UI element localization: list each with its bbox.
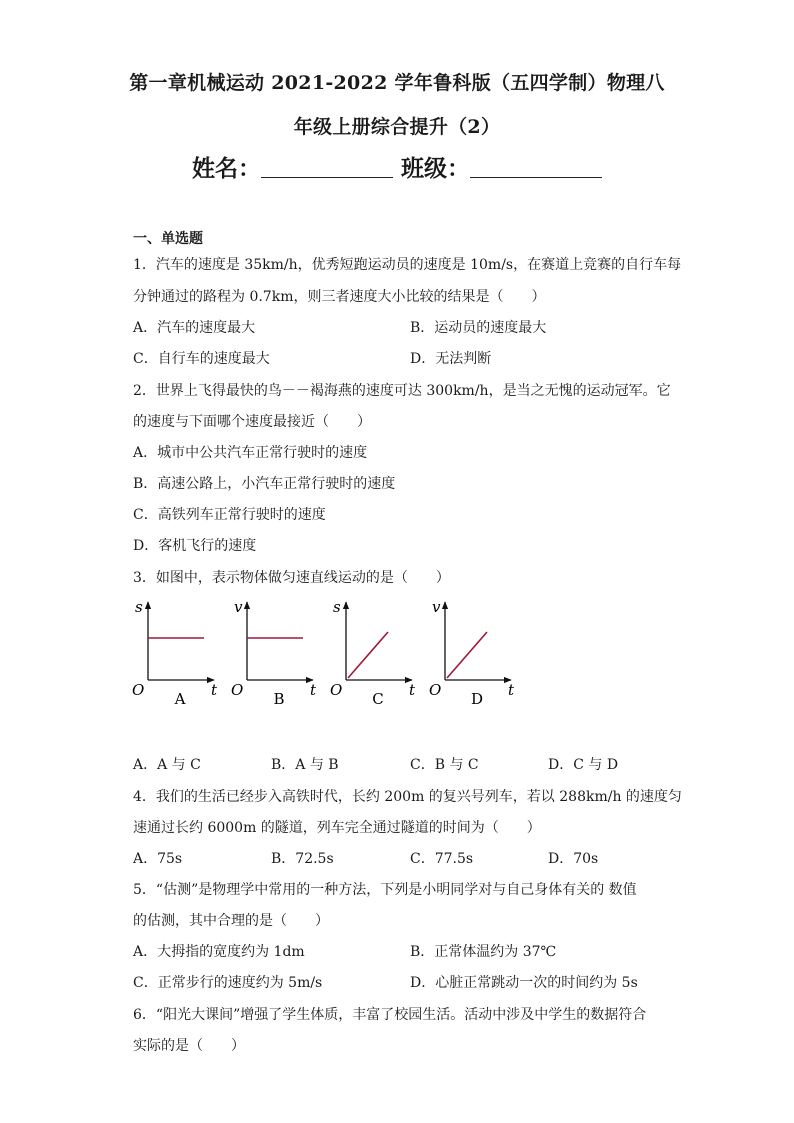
q1-option-b[interactable]: B．运动员的速度最大 (410, 320, 547, 336)
origin-label: O (330, 681, 343, 699)
q1-stem-line1: 1．汽车的速度是 35km/h，优秀短跑运动员的速度是 10m/s，在赛道上竞赛的自行车每 (133, 257, 682, 273)
q5-stem-line2: 的估测，其中合理的是（ ） (133, 913, 329, 929)
q3-option-a[interactable]: A．A 与 C (133, 757, 201, 773)
origin-label: O (132, 681, 145, 699)
q1-stem-line2: 分钟通过的路程为 0.7km，则三者速度大小比较的结果是（ ） (133, 289, 546, 305)
q1-option-a[interactable]: A．汽车的速度最大 (133, 320, 256, 336)
x-axis-label: t (508, 681, 515, 699)
q4-option-b[interactable]: B．72.5s (271, 851, 334, 867)
origin-label: O (429, 681, 442, 699)
q4-stem-line1: 4．我们的生活已经步入高铁时代，长约 200m 的复兴号列车，若以 288km/h 的速度匀 (133, 789, 682, 805)
x-axis-label: t (409, 681, 416, 699)
graph-caption: B (273, 690, 285, 708)
q3-option-b[interactable]: B．A 与 B (271, 757, 339, 773)
q3-stem-line1: 3．如图中，表示物体做匀速直线运动的是（ ） (133, 570, 450, 586)
graph-caption: D (470, 690, 484, 708)
graph-line-rising (348, 632, 388, 678)
document-title-line2: 年级上册综合提升（2） (293, 116, 501, 138)
q5-option-a[interactable]: A．大拇指的宽度约为 1dm (133, 944, 305, 960)
graph-line-rising (447, 632, 487, 678)
name-label: 姓名： (191, 155, 261, 182)
q5-option-b[interactable]: B．正常体温约为 37℃ (410, 944, 557, 960)
q2-option-a[interactable]: A．城市中公共汽车正常行驶时的速度 (133, 445, 368, 461)
q3-option-d[interactable]: D．C 与 D (548, 757, 619, 773)
x-axis-label: t (310, 681, 317, 699)
q4-option-c[interactable]: C．77.5s (410, 851, 474, 867)
name-blank[interactable] (261, 155, 393, 178)
q3-option-c[interactable]: C．B 与 C (410, 757, 479, 773)
class-label: 班级： (401, 155, 470, 182)
graph-c (330, 598, 416, 708)
y-axis-label: v (234, 598, 243, 616)
q4-option-d[interactable]: D．70s (548, 851, 599, 867)
q2-stem-line2: 的速度与下面哪个速度最接近（ ） (133, 414, 371, 430)
origin-label: O (231, 681, 244, 699)
q2-option-d[interactable]: D．客机飞行的速度 (133, 538, 257, 554)
q2-option-c[interactable]: C．高铁列车正常行驶时的速度 (133, 507, 326, 523)
q4-option-a[interactable]: A．75s (133, 851, 183, 867)
q5-option-c[interactable]: C．正常步行的速度约为 5m/s (133, 975, 323, 991)
y-axis-label: s (135, 598, 143, 616)
q1-option-c[interactable]: C．自行车的速度最大 (133, 351, 270, 367)
q5-stem-line1: 5．“估测”是物理学中常用的一种方法，下列是小明同学对与自己身体有关的 数值 (133, 882, 637, 898)
x-axis-label: t (211, 681, 218, 699)
graph-a (132, 598, 218, 708)
y-axis-label: s (333, 598, 341, 616)
q1-option-d[interactable]: D．无法判断 (410, 351, 492, 367)
motion-graphs-figure (126, 592, 526, 712)
section-title: 一、单选题 (133, 231, 203, 247)
graph-caption: C (372, 690, 384, 708)
q5-option-d[interactable]: D．心脏正常跳动一次的时间约为 5s (410, 975, 638, 991)
q6-stem-line1: 6．“阳光大课间”增强了学生体质，丰富了校园生活。活动中涉及中学生的数据符合 (133, 1007, 647, 1023)
y-axis-label: v (432, 598, 441, 616)
class-blank[interactable] (470, 155, 602, 178)
q6-stem-line2: 实际的是（ ） (133, 1038, 245, 1054)
student-info-bar (0, 150, 794, 183)
graph-b (231, 598, 317, 708)
graph-d (429, 598, 515, 708)
q4-stem-line2: 速通过长约 6000m 的隧道，列车完全通过隧道的时间为（ ） (133, 820, 541, 836)
q2-option-b[interactable]: B．高速公路上，小汽车正常行驶时的速度 (133, 476, 396, 492)
document-title-line1: 第一章机械运动 2021-2022 学年鲁科版（五四学制）物理八 (129, 72, 665, 94)
q2-stem-line1: 2．世界上飞得最快的鸟－－褐海燕的速度可达 300km/h，是当之无愧的运动冠军。它 (133, 383, 671, 399)
graph-caption: A (174, 690, 186, 708)
